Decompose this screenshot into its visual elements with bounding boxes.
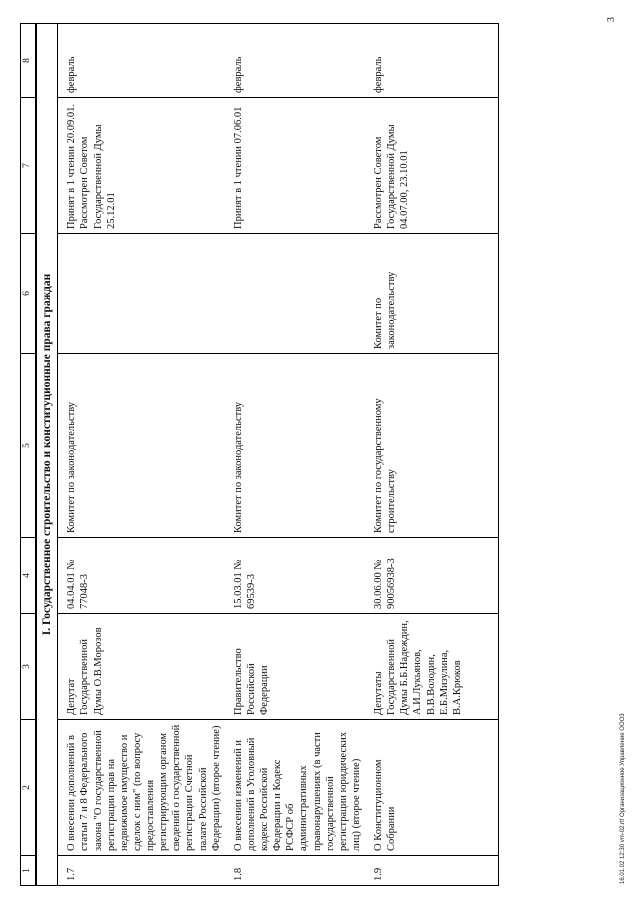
page-number: 3 [606, 17, 617, 22]
section-row [36, 24, 58, 886]
bill-stage: Принят в 1 чтении 20.09.01. Рассмотрен Советом Государственной Думы 25.12.01 [58, 98, 225, 234]
bill-initiator: Депутат Государственной Думы О.В.Морозов [58, 614, 225, 720]
column-number: 3 [21, 614, 36, 720]
bill-number: 1.9 [365, 856, 498, 886]
bill-title: О Конституционном Собрании [365, 720, 498, 856]
bills-table [20, 23, 499, 886]
bill-co-committee [225, 234, 365, 354]
table-row [365, 24, 498, 886]
bill-committee: Комитет по законодательству [225, 354, 365, 538]
table-row [225, 24, 365, 886]
bill-registration: 30.06.00 № 90056938-3 [365, 538, 498, 614]
bill-month: февраль [58, 24, 225, 98]
bill-stage: Принят в 1 чтении 07.06.01 [225, 98, 365, 234]
footer-file-info: 16.01.02 12:30 vm-02.rtf Организационное Управление ООО3 [620, 713, 626, 884]
column-number: 6 [21, 234, 36, 354]
bill-number: 1.7 [58, 856, 225, 886]
bill-month: февраль [365, 24, 498, 98]
section-title: I. Государственное строительство и конституционные права граждан [36, 24, 58, 886]
column-number: 1 [21, 856, 36, 886]
column-number: 5 [21, 354, 36, 538]
column-number: 4 [21, 538, 36, 614]
bill-registration: 04.04.01 № 77048-3 [58, 538, 225, 614]
bill-initiator: Правительство Российской Федерации [225, 614, 365, 720]
bill-number: 1.8 [225, 856, 365, 886]
column-number: 2 [21, 720, 36, 856]
bill-co-committee [58, 234, 225, 354]
bill-committee: Комитет по государственному строительству [365, 354, 498, 538]
bill-committee: Комитет по законодательству [58, 354, 225, 538]
bill-month: февраль [225, 24, 365, 98]
bill-initiator: Депутаты Государственной Думы Б.Б.Надеждин, А.И.Лукьянов, В.В.Володин, Е.Б.Мизулина, В.А.Крюков [365, 614, 498, 720]
bill-co-committee: Комитет по законодательству [365, 234, 498, 354]
bill-title: О внесении дополнений в статьи 7 и 8 Федерального закона "О государственной регистрации прав на недвижимое имущество и сделок с ним" (по вопросу предоставления регистрирующим органом сведений о государственной регистрации Счетной палате Российской Федерации) (второе чтение) [58, 720, 225, 856]
column-number-row [21, 24, 36, 886]
column-number: 7 [21, 98, 36, 234]
bill-stage: Рассмотрен Советом Государственной Думы 04.07.00, 23.10.01 [365, 98, 498, 234]
bill-title: О внесении изменений и дополнений в Уголовный кодекс Российской Федерации и Кодекс РСФСР об административных правонарушениях (в части государственной регистрации юридических лиц) (второе чтение) [225, 720, 365, 856]
bill-registration: 15.03.01 № 69539-3 [225, 538, 365, 614]
column-number: 8 [21, 24, 36, 98]
table-row [58, 24, 225, 886]
